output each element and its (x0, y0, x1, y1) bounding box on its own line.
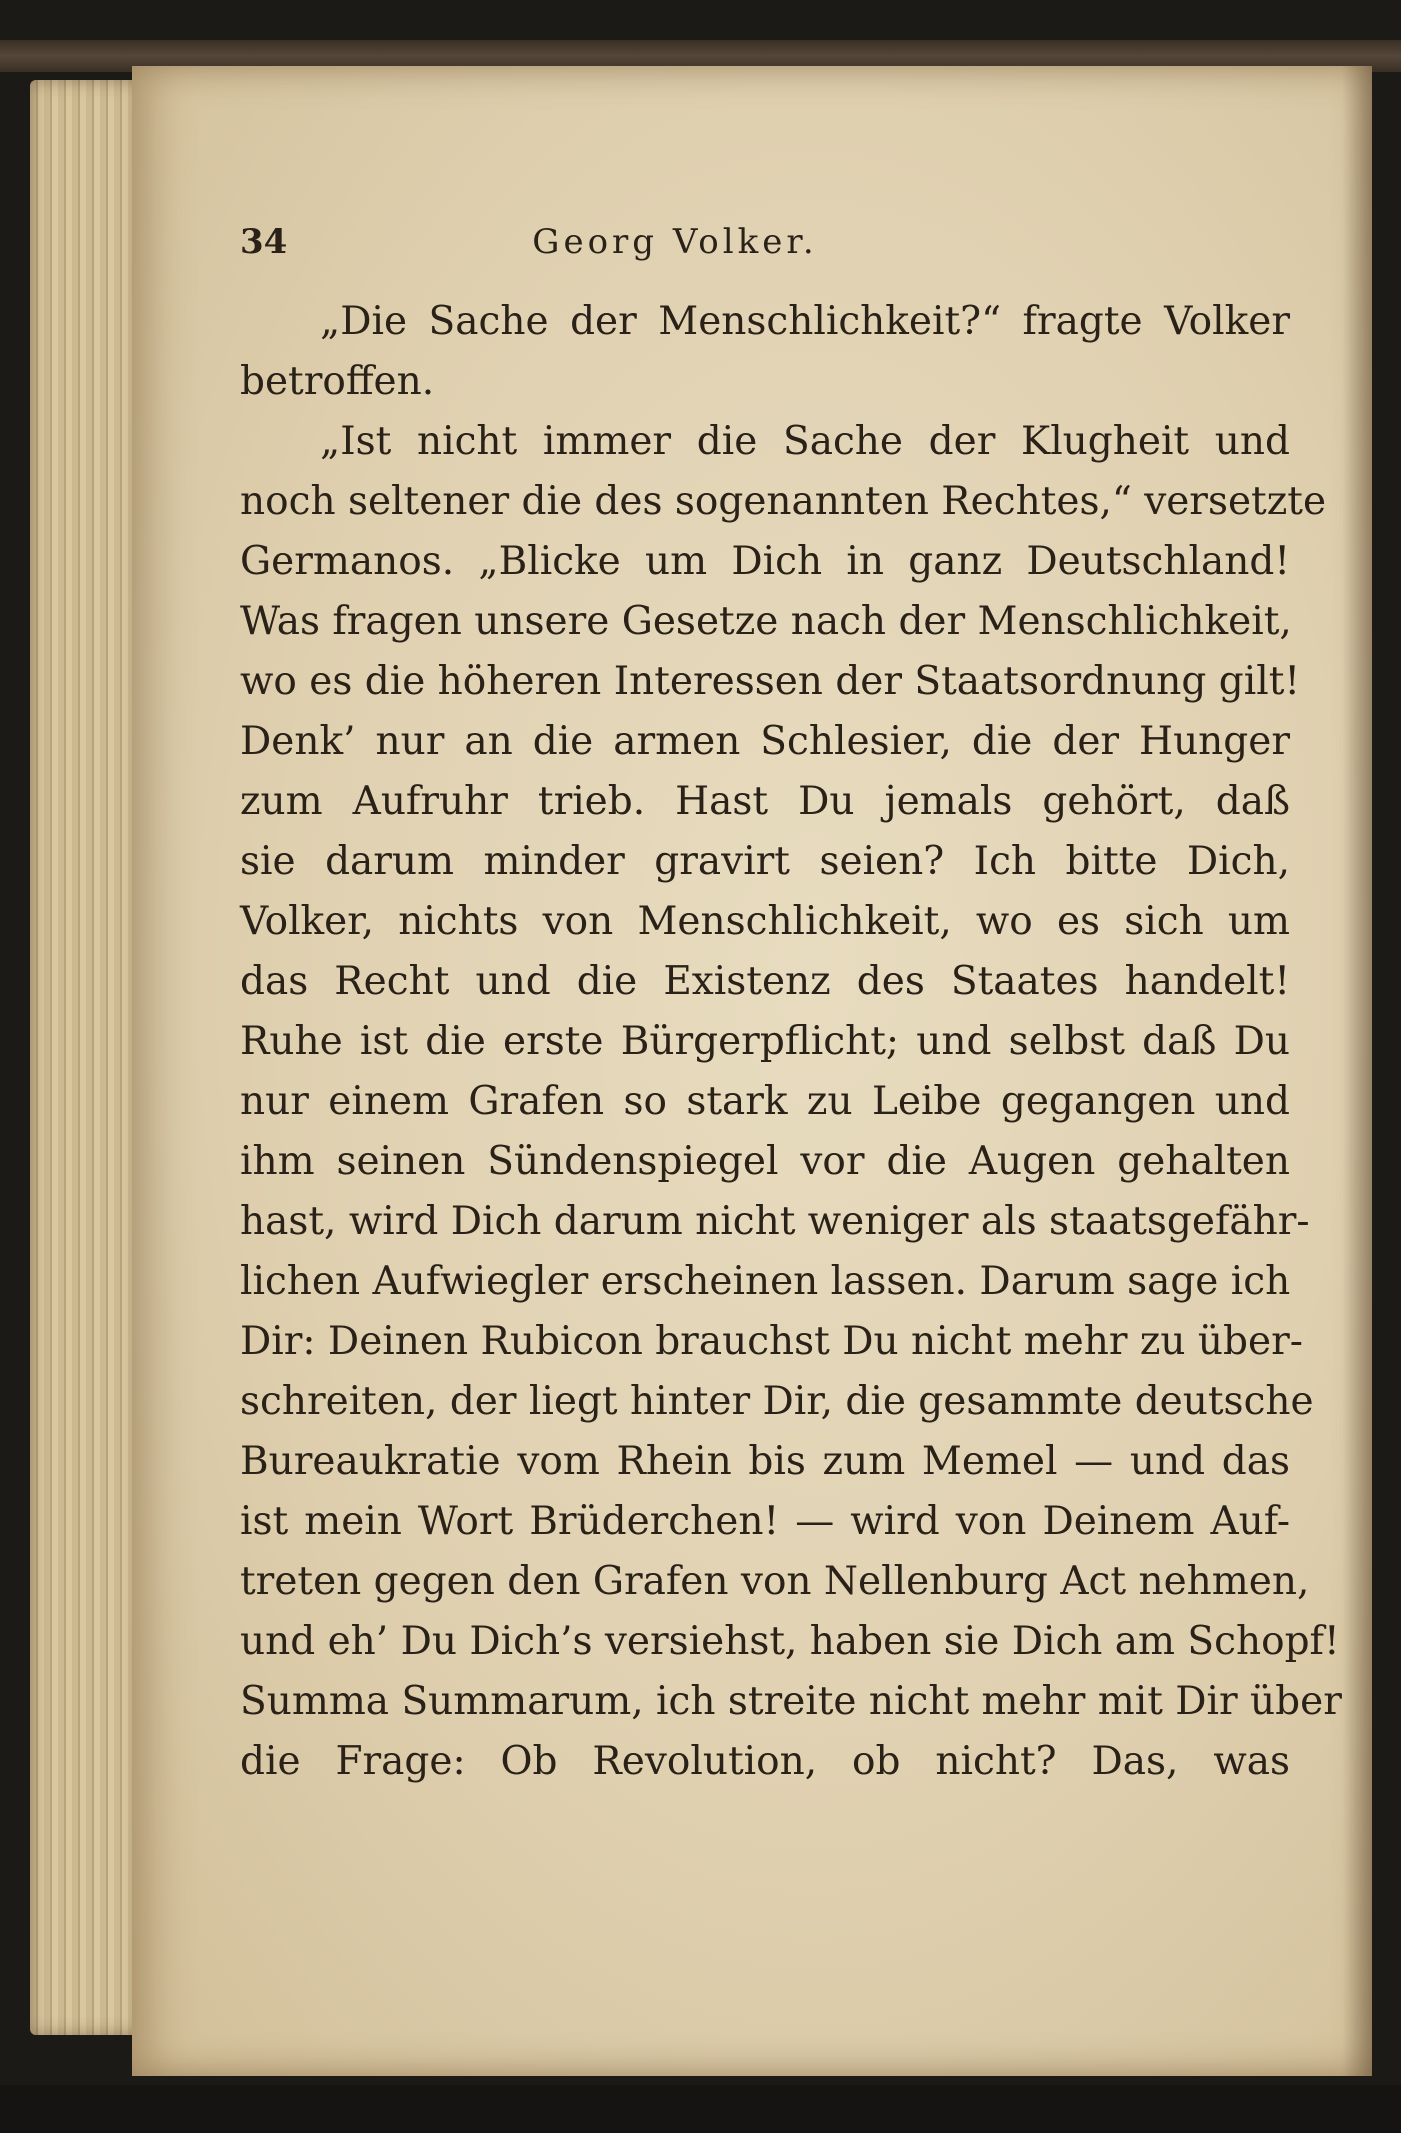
text-line: wo es die höheren Interessen der Staatsordnung gilt! (240, 659, 1301, 704)
text-line: schreiten, der liegt hinter Dir, die gesammte deutsche (240, 1379, 1314, 1424)
text-line: ihm seinen Sündenspiegel vor die Augen gehalten (240, 1139, 1290, 1184)
page-edges-stack (30, 80, 140, 2035)
text-line: ist mein Wort Brüderchen! — wird von Deinem Auf- (240, 1499, 1290, 1544)
text-line: lichen Aufwiegler erscheinen lassen. Darum sage ich (240, 1259, 1291, 1304)
book-cover-bottom (0, 2085, 1401, 2133)
page-number: 34 (240, 222, 288, 262)
text-line: nur einem Grafen so stark zu Leibe gegangen und (240, 1079, 1290, 1124)
text-line: und eh’ Du Dich’s versiehst, haben sie Dich am Schopf! (240, 1619, 1340, 1664)
text-line: Denk’ nur an die armen Schlesier, die der Hunger (240, 719, 1290, 764)
text-line: zum Aufruhr trieb. Hast Du jemals gehört, daß (240, 779, 1290, 824)
text-line: Volker, nichts von Menschlichkeit, wo es sich um (240, 899, 1290, 944)
text-line: Summa Summarum, ich streite nicht mehr mit Dir über (240, 1679, 1342, 1724)
text-line: noch seltener die des sogenannten Rechtes,“ versetzte (240, 479, 1327, 524)
text-line: Ruhe ist die erste Bürgerpflicht; und selbst daß Du (240, 1019, 1290, 1064)
text-line: sie darum minder gravirt seien? Ich bitte Dich, (240, 839, 1290, 884)
running-title: Georg Volker. (532, 222, 818, 262)
body-text (240, 292, 1342, 1792)
text-line: treten gegen den Grafen von Nellenburg Act nehmen, (240, 1559, 1310, 1604)
page-gutter-shadow (1342, 66, 1372, 2076)
text-line: Dir: Deinen Rubicon brauchst Du nicht mehr zu über- (240, 1319, 1303, 1364)
text-line: „Ist nicht immer die Sache der Klugheit und (320, 419, 1290, 464)
text-line: Germanos. „Blicke um Dich in ganz Deutschland! (240, 539, 1290, 584)
text-line: die Frage: Ob Revolution, ob nicht? Das, was (240, 1739, 1290, 1784)
text-line: betroffen. (240, 359, 435, 404)
text-line: Bureaukratie vom Rhein bis zum Memel — und das (240, 1439, 1290, 1484)
page-header (240, 222, 960, 282)
text-line: Was fragen unsere Gesetze nach der Menschlichkeit, (240, 599, 1292, 644)
text-line: das Recht und die Existenz des Staates handelt! (240, 959, 1290, 1004)
text-line: hast, wird Dich darum nicht weniger als staatsgefähr- (240, 1199, 1310, 1244)
text-line: „Die Sache der Menschlichkeit?“ fragte Volker (320, 299, 1290, 344)
